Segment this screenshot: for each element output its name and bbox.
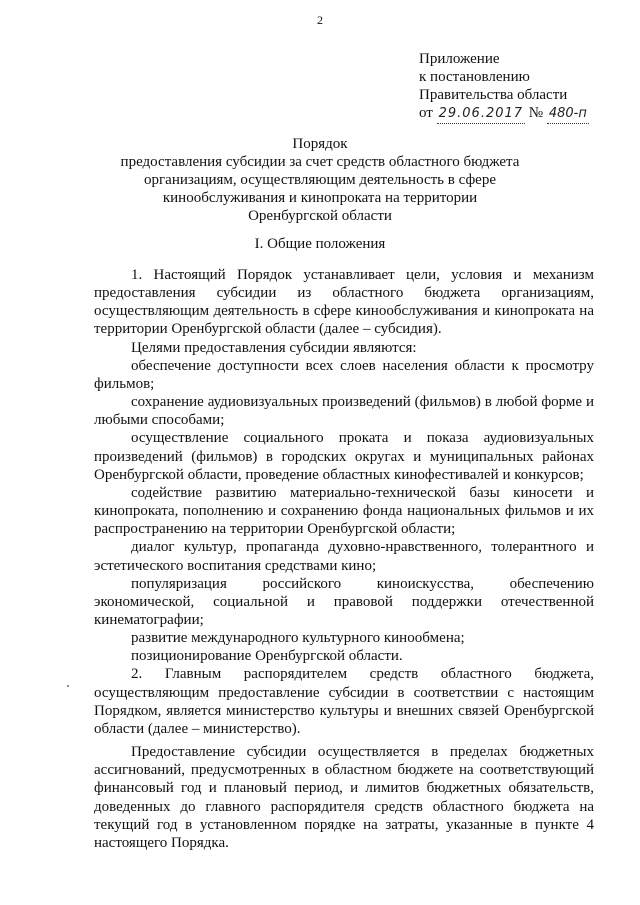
paragraph: диалог культур, пропаганда духовно-нравственного, толерантного и эстетического воспитания средствами кино;: [94, 539, 594, 574]
section-heading: I. Общие положения: [254, 236, 386, 252]
scan-speck: [67, 685, 69, 687]
paragraph: позиционирование Оренбургской области.: [131, 648, 403, 665]
appendix-line-2: к постановлению: [419, 69, 530, 85]
title-line-5: Оренбургской области: [248, 208, 392, 224]
paragraph: развитие международного культурного кинообмена;: [131, 630, 465, 647]
date-prefix: от: [419, 105, 433, 121]
title-line-3: организациям, осуществляющим деятельность в сфере: [144, 172, 496, 188]
body-text: [94, 266, 594, 852]
paragraph: обеспечение доступности всех слоев населения области к просмотру фильмов;: [94, 357, 594, 392]
document-title: [60, 135, 580, 225]
paragraph: популяризация российского киноискусства, обеспечению экономической, социальной и правовой поддержки отечественной кинематографии;: [94, 575, 594, 628]
paragraph: осуществление социального проката и показа аудиовизуальных произведений (фильмов) в городских округах и муниципальных районах Оренбургской области, проведение областных кинофестивалей и конкурсов;: [94, 430, 594, 483]
paragraph: 2. Главным распорядителем средств областного бюджета, осуществляющим предоставление субсидии в соответствии с настоящим Порядком, является министерство культуры и внешних связей Оренбургской области (далее – министерство).: [94, 666, 594, 737]
appendix-date-line: [419, 104, 589, 124]
handwritten-date: 29.06.2017: [437, 105, 525, 124]
number-prefix: №: [528, 105, 544, 121]
paragraph: содействие развитию материально-технической базы киносети и кинопроката, пополнению и сохранению фонда национальных фильмов и их распространению на территории Оренбургской области;: [94, 484, 594, 538]
paragraph: Предоставление субсидии осуществляется в пределах бюджетных ассигнований, предусмотренных в областном бюджете на соответствующий финансовый год и плановый период, и лимитов бюджетных обязательств, доведенных до главного распорядителя средств областного бюджета на текущий год в установленном порядке на затраты, указанные в пункте 4 настоящего Порядка.: [94, 744, 594, 851]
title-line-2: предоставления субсидии за счет средств областного бюджета: [120, 154, 520, 170]
appendix-block: [419, 50, 589, 124]
paragraph: сохранение аудиовизуальных произведений (фильмов) в любой форме и любыми способами;: [94, 394, 594, 429]
paragraph: Целями предоставления субсидии являются:: [131, 339, 417, 356]
title-line-4: кинообслуживания и кинопроката на территории: [162, 190, 478, 206]
appendix-line-1: Приложение: [419, 51, 500, 67]
title-line-1: Порядок: [292, 136, 348, 152]
handwritten-number: 480-п: [547, 105, 589, 124]
appendix-line-3: Правительства области: [419, 87, 568, 103]
page-number: 2: [317, 13, 323, 27]
paragraph: 1. Настоящий Порядок устанавливает цели, условия и механизм предоставления субсидии из областного бюджета организациям, осуществляющим деятельность в сфере кинообслуживания и кинопроката на территории Оренбургской области (далее – субсидия).: [94, 267, 594, 338]
